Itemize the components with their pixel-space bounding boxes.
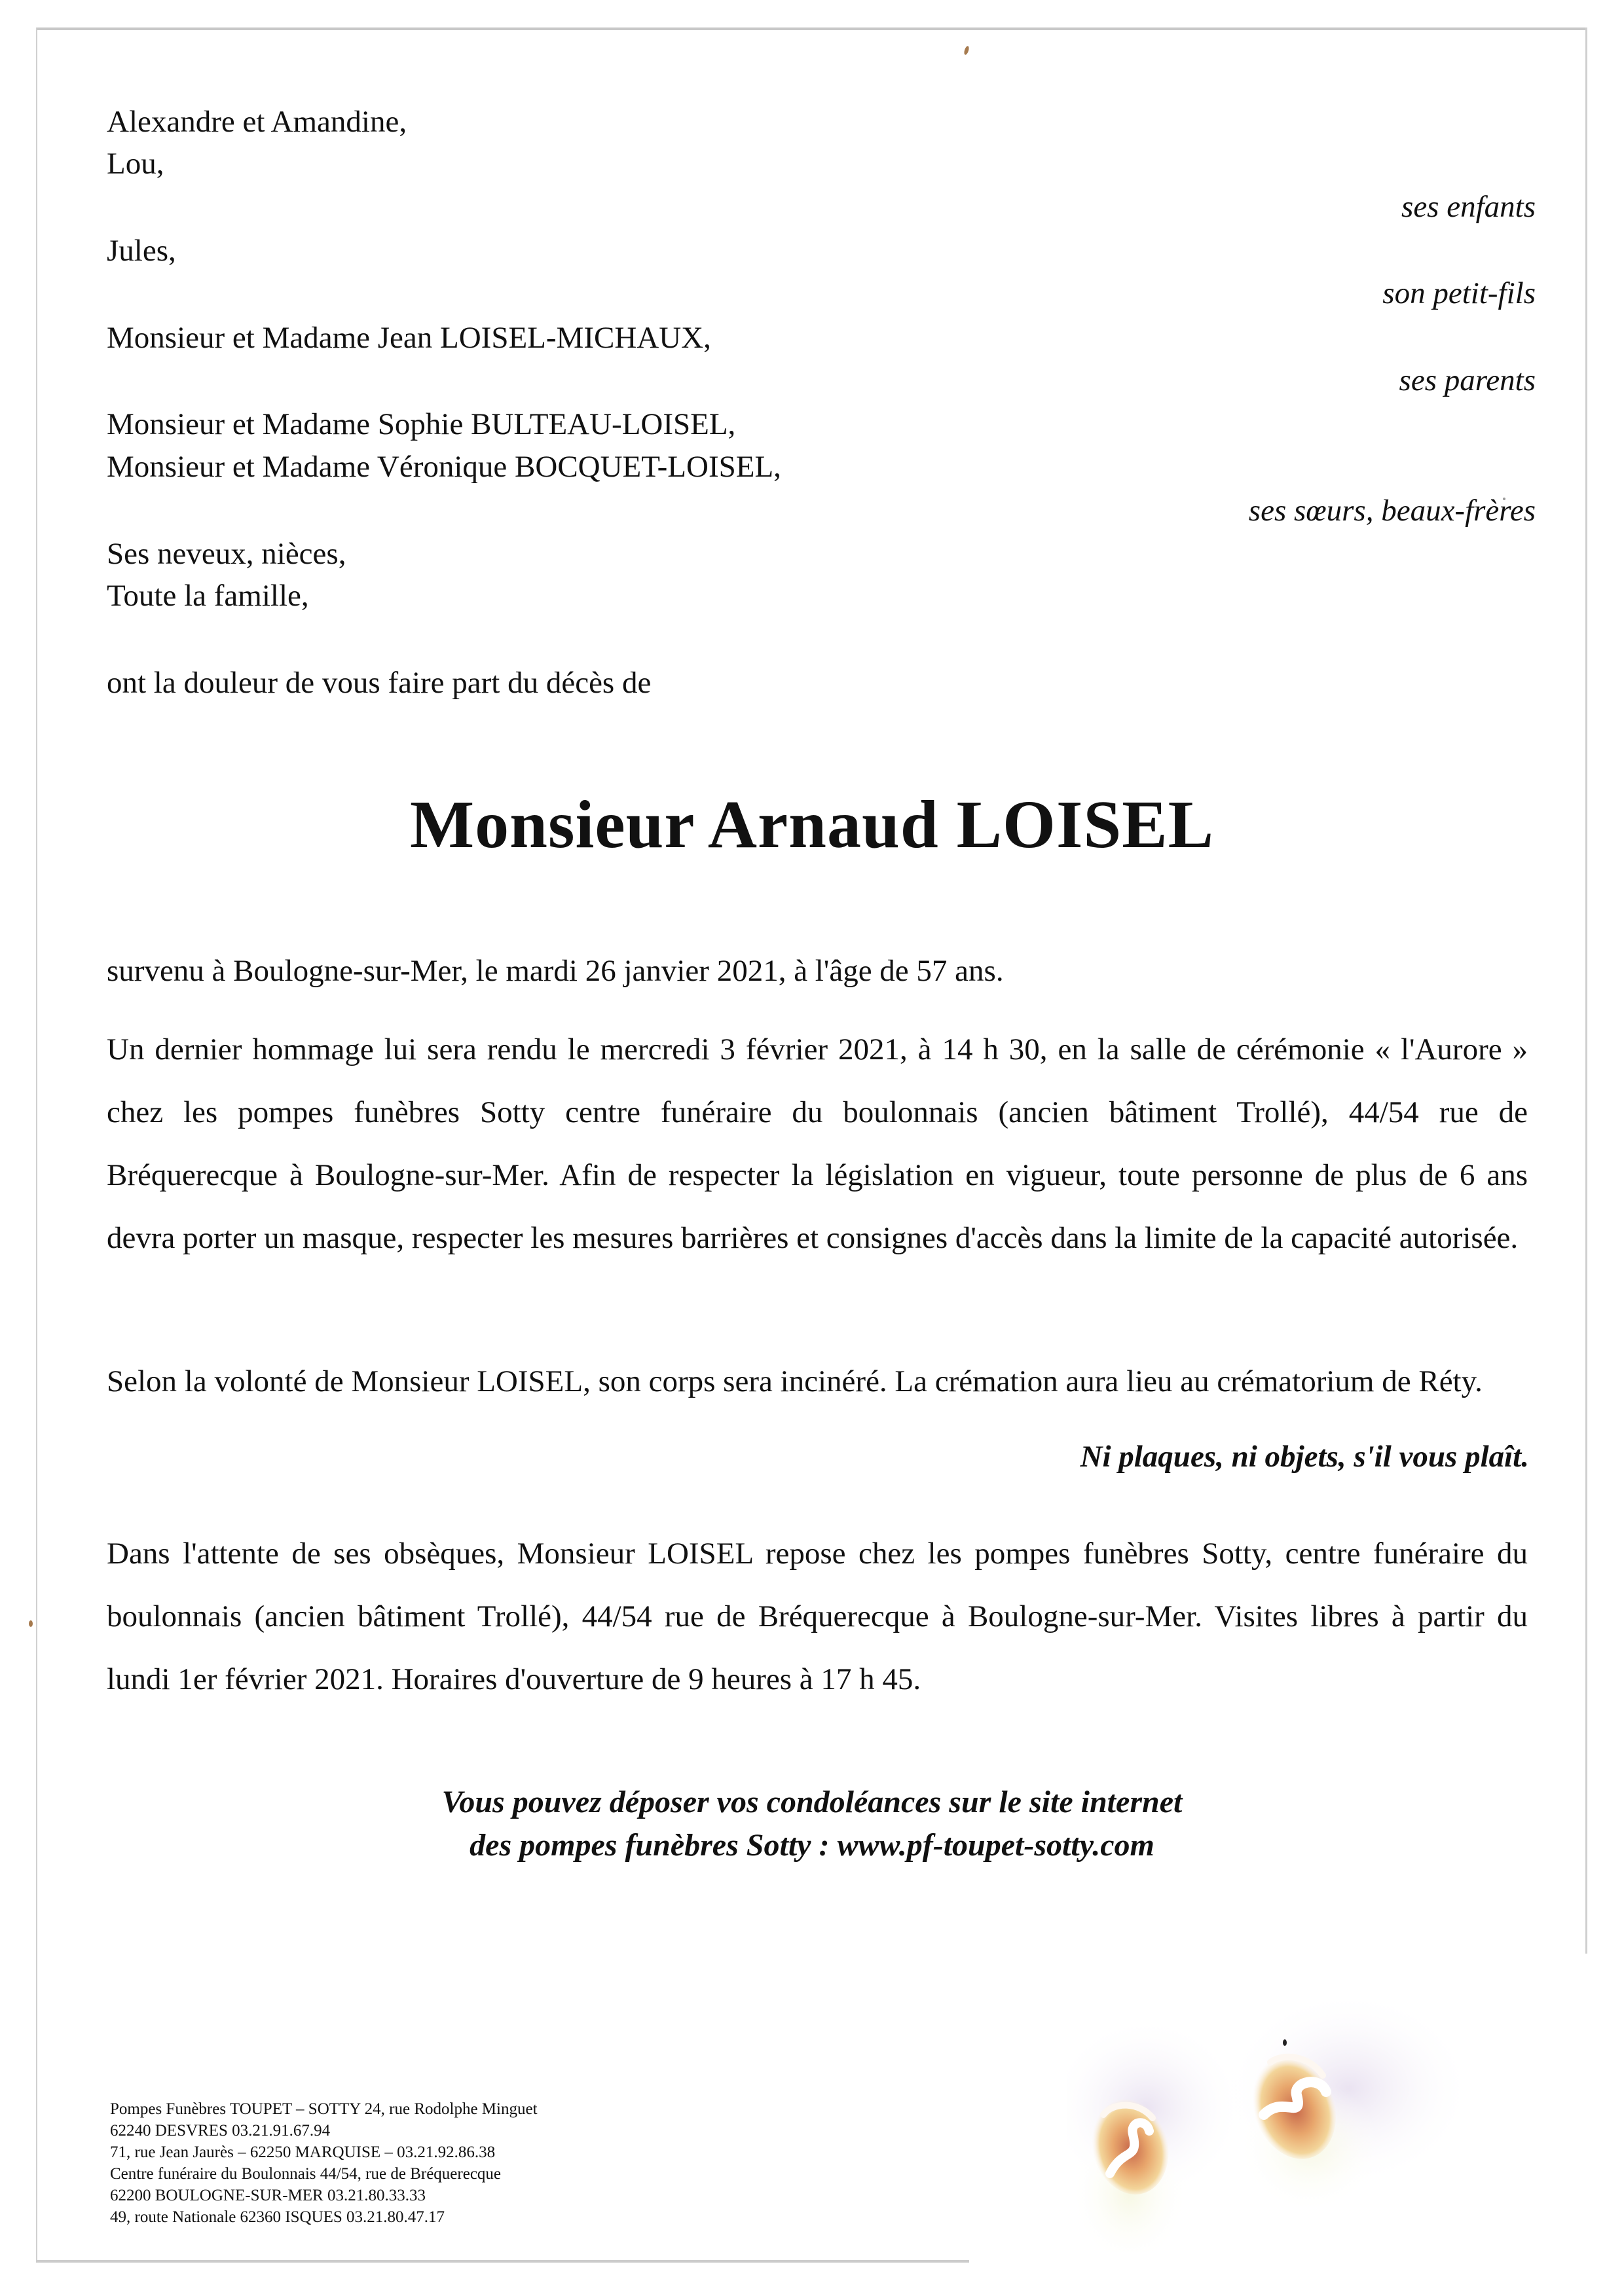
condolences-notice (0, 1781, 1624, 1867)
relation-label: son petit-fils (1382, 276, 1536, 310)
address-line: Centre funéraire du Boulonnais 44/54, rue de Bréquerecque (110, 2165, 502, 2183)
condolences-prefix: des pompes funèbres Sotty : (470, 1828, 838, 1863)
relation-label: ses parents (1399, 363, 1536, 397)
family-line: Monsieur et Madame Véronique BOCQUET-LOISEL, (107, 450, 781, 484)
condolences-website-link[interactable]: www.pf-toupet-sotty.com (837, 1828, 1154, 1863)
page-frame-left (36, 27, 37, 2261)
page-frame-bottom (36, 2260, 969, 2263)
orchid-flowers-image (1067, 1977, 1565, 2252)
no-flowers-request: Ni plaques, ni objets, s'il vous plaît. (1080, 1440, 1529, 1474)
address-line: Pompes Funèbres TOUPET – SOTTY 24, rue Rodolphe Minguet (110, 2100, 538, 2118)
relation-label: ses enfants (1401, 190, 1536, 224)
scan-speck (963, 45, 970, 55)
funeral-home-addresses (110, 2098, 538, 2228)
family-line: Monsieur et Madame Sophie BULTEAU-LOISEL, (107, 407, 736, 441)
ceremony-paragraph: Un dernier hommage lui sera rendu le mercredi 3 février 2021, à 14 h 30, en la salle de cérémonie « l'Aurore » chez les pompes funèbres Sotty centre funéraire du boulonnais (ancien bâtiment Trollé), 44/54 rue de Bréquerecque à Boulogne-sur-Mer. Afin de respecter la législation en vigueur, toute personne de plus de 6 ans devra porter un masque, respecter les mesures barrières et consignes d'accès dans la limite de la capacité autorisée. (107, 1032, 1528, 1255)
family-line: Toute la famille, (107, 579, 309, 613)
death-details: survenu à Boulogne-sur-Mer, le mardi 26 janvier 2021, à l'âge de 57 ans. (107, 954, 1004, 988)
condolences-line-1: Vous pouvez déposer vos condoléances sur le site internet (441, 1785, 1183, 1819)
family-line: Alexandre et Amandine, (107, 105, 407, 139)
orchid-icon (1067, 1977, 1565, 2252)
address-line: 71, rue Jean Jaurès – 62250 MARQUISE – 03.21.92.86.38 (110, 2143, 496, 2161)
family-line: Ses neveux, nièces, (107, 537, 346, 571)
cremation-paragraph: Selon la volonté de Monsieur LOISEL, son corps sera incinéré. La crémation aura lieu au crématorium de Réty. (107, 1364, 1483, 1398)
family-line: Jules, (107, 234, 176, 268)
relation-label: ses sœurs, beaux-frères (1248, 494, 1536, 528)
announcement-intro: ont la douleur de vous faire part du décès de (107, 666, 652, 700)
address-line: 62200 BOULOGNE-SUR-MER 03.21.80.33.33 (110, 2187, 426, 2204)
visitation-paragraph: Dans l'attente de ses obsèques, Monsieur LOISEL repose chez les pompes funèbres Sotty, centre funéraire du boulonnais (ancien bâtiment Trollé), 44/54 rue de Bréquerecque à Boulogne-sur-Mer. Visites libres à partir du lundi 1er février 2021. Horaires d'ouverture de 9 heures à 17 h 45. (107, 1537, 1528, 1696)
condolences-line-2 (0, 1824, 1624, 1867)
scan-speck (29, 1620, 33, 1627)
family-line: Lou, (107, 147, 164, 181)
deceased-name: Monsieur Arnaud LOISEL (409, 787, 1214, 862)
page-frame-right (1585, 27, 1587, 1954)
address-line: 49, route Nationale 62360 ISQUES 03.21.80.47.17 (110, 2208, 445, 2226)
page-frame-top (36, 27, 1587, 30)
address-line: 62240 DESVRES 03.21.91.67.94 (110, 2122, 331, 2140)
family-line: Monsieur et Madame Jean LOISEL-MICHAUX, (107, 321, 711, 355)
